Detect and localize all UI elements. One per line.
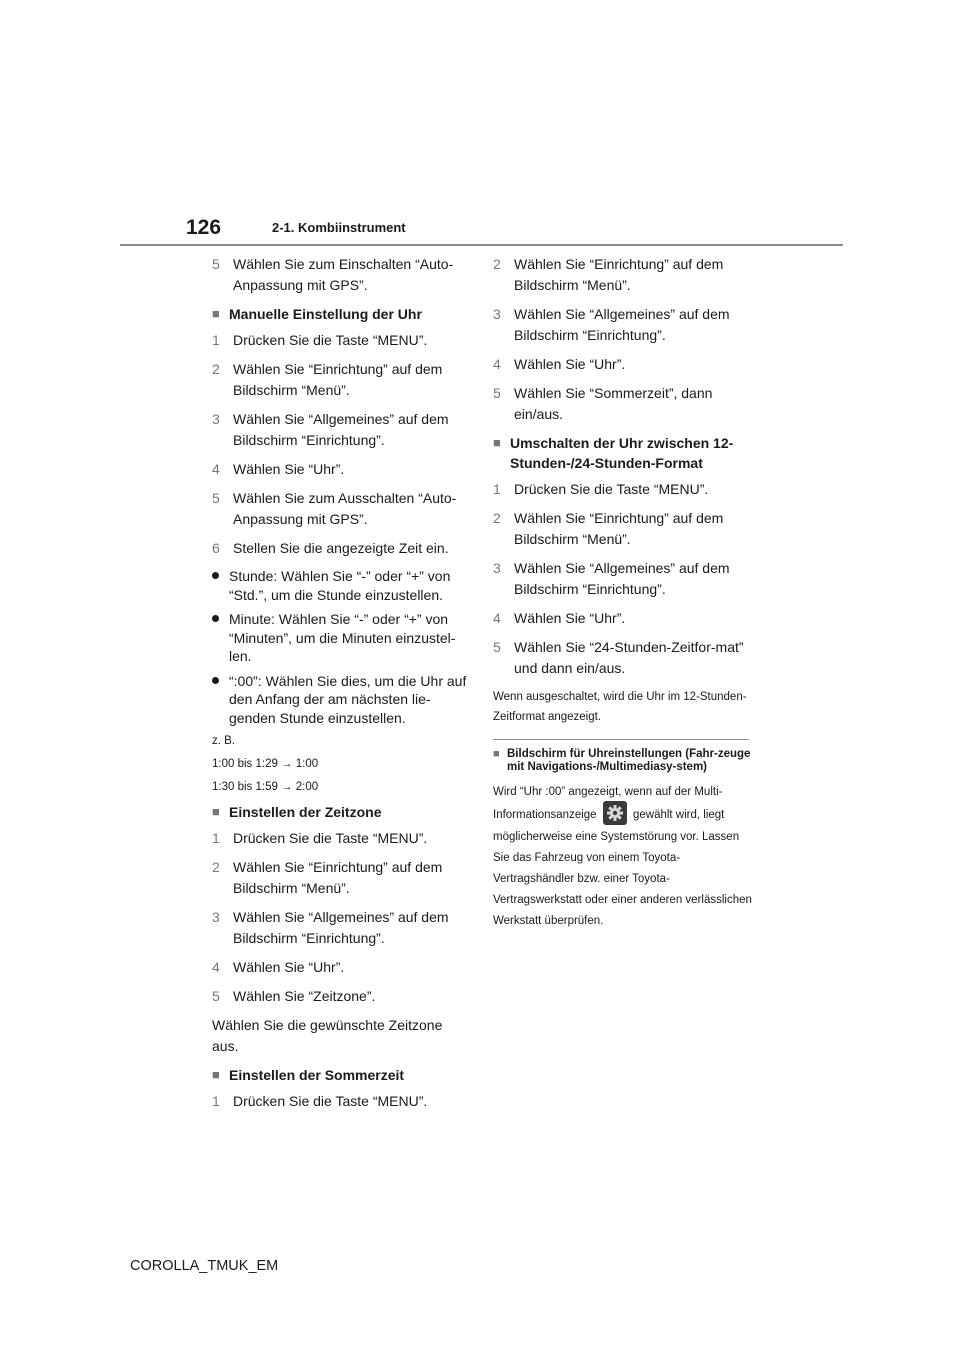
bullet-item: [212, 610, 468, 666]
bullet-dot-icon: [212, 672, 229, 728]
step: [212, 330, 468, 351]
heading-text: Umschalten der Uhr zwischen 12-Stunden-/24-Stunden-Format: [510, 435, 734, 471]
step: [212, 488, 468, 530]
step-number: 3: [493, 560, 501, 576]
step-text: Wählen Sie “Allgemeines” auf dem Bildschirm “Einrichtung”.: [514, 306, 730, 343]
footer-model-code: COROLLA_TMUK_EM: [130, 1258, 279, 1274]
section-heading-timezone: [212, 802, 468, 822]
timezone-note: Wählen Sie die gewünschte Zeitzone aus.: [212, 1017, 443, 1054]
step-number: 1: [212, 830, 220, 846]
step-number: 5: [493, 639, 501, 655]
step-number: 5: [212, 256, 220, 272]
gear-icon: [603, 801, 627, 825]
step-text: Wählen Sie “Uhr”.: [514, 356, 626, 372]
step-text: Wählen Sie “Allgemeines” auf dem Bildschirm “Einrichtung”.: [233, 909, 449, 946]
step-number: 2: [212, 859, 220, 875]
header-rule: [120, 244, 843, 246]
step-number: 3: [212, 909, 220, 925]
heading-text: Manuelle Einstellung der Uhr: [229, 306, 422, 322]
step-number: 3: [493, 306, 501, 322]
step: [212, 986, 468, 1007]
square-bullet-icon: ■: [212, 1067, 220, 1082]
bullet-text: Stunde: Wählen Sie “-” oder “+” von “Std.”, um die Stunde einzustellen.: [229, 568, 451, 603]
step-number: 1: [493, 481, 501, 497]
screen-note-after: gewählt wird, liegt möglicherweise eine Systemstörung vor. Lassen Sie das Fahrzeug von einem Toyota-Vertragshändler bzw. einer Toyota-Vertragswerkstatt oder einer anderen verlässlichen Werkstatt überprüfen.: [493, 809, 752, 927]
bullet-text: Minute: Wählen Sie “-” oder “+” von “Minuten”, um die Minuten einzustel-len.: [229, 611, 456, 664]
section-heading-format: [493, 433, 755, 473]
bullet-item: [212, 672, 468, 728]
step-number: 2: [493, 256, 501, 272]
heading-text: Einstellen der Zeitzone: [229, 804, 382, 820]
square-bullet-icon: ■: [212, 306, 220, 321]
section-divider: [493, 739, 749, 740]
step-number: 4: [493, 610, 501, 626]
step: [212, 1091, 468, 1112]
step-text: Wählen Sie “Einrichtung” auf dem Bildschirm “Menü”.: [233, 361, 443, 398]
step: [212, 857, 468, 899]
step-text: Wählen Sie “Einrichtung” auf dem Bildschirm “Menü”.: [233, 859, 443, 896]
example-line: 1:30 bis 1:59 → 2:00: [212, 781, 319, 793]
step-number: 2: [212, 361, 220, 377]
square-bullet-icon: ■: [493, 748, 500, 760]
screen-note-before: Wird “Uhr :00” angezeigt, wenn auf der Multi-Informationsanzeige: [493, 786, 723, 822]
step: [493, 383, 755, 425]
step-text: Drücken Sie die Taste “MENU”.: [233, 1093, 428, 1109]
step-text: Wählen Sie “Sommerzeit”, dann ein/aus.: [514, 385, 713, 422]
format-note: Wenn ausgeschaltet, wird die Uhr im 12-Stunden-Zeitformat angezeigt.: [493, 691, 747, 723]
step: [493, 304, 755, 346]
step: [212, 359, 468, 401]
bullet-text: “:00”: Wählen Sie dies, um die Uhr auf den Anfang der am nächsten lie-genden Stunde einzustellen.: [229, 672, 467, 726]
step-number: 5: [493, 385, 501, 401]
step-number: 1: [212, 1093, 220, 1109]
screen-note: [493, 782, 755, 932]
example-line: 1:00 bis 1:29 → 1:00: [212, 758, 319, 770]
step: [212, 538, 468, 559]
step: [212, 957, 468, 978]
section-heading-dst: [212, 1065, 468, 1085]
step-text: Wählen Sie “Einrichtung” auf dem Bildschirm “Menü”.: [514, 256, 724, 293]
square-bullet-icon: ■: [212, 804, 220, 819]
step-text: Drücken Sie die Taste “MENU”.: [514, 481, 709, 497]
step-text: Wählen Sie “Allgemeines” auf dem Bildschirm “Einrichtung”.: [233, 411, 449, 448]
section-heading-screen: [493, 748, 755, 774]
step-text: Wählen Sie “24-Stunden-Zeitfor-mat” und dann ein/aus.: [514, 639, 744, 676]
step-number: 6: [212, 540, 220, 556]
step: [493, 254, 755, 296]
heading-text: Bildschirm für Uhreinstellungen (Fahr-zeuge mit Navigations-/Multimediasy-stem): [507, 748, 751, 773]
bullet-item: [212, 567, 468, 604]
section-heading-manual: [212, 304, 468, 324]
heading-text: Einstellen der Sommerzeit: [229, 1067, 405, 1083]
page-number: 126: [186, 216, 222, 239]
step-text: Wählen Sie “Zeitzone”.: [233, 988, 376, 1004]
step-text: Stellen Sie die angezeigte Zeit ein.: [233, 540, 449, 556]
step-number: 4: [212, 461, 220, 477]
bullet-dot-icon: [212, 610, 229, 666]
step-text: Wählen Sie “Allgemeines” auf dem Bildschirm “Einrichtung”.: [514, 560, 730, 597]
left-column: [212, 254, 468, 1120]
example-label: z. B.: [212, 735, 236, 747]
step-number: 2: [493, 510, 501, 526]
step-number: 4: [212, 959, 220, 975]
step: [493, 354, 755, 375]
step: [212, 409, 468, 451]
square-bullet-icon: ■: [493, 435, 501, 450]
step-text: Wählen Sie “Einrichtung” auf dem Bildschirm “Menü”.: [514, 510, 724, 547]
step: [493, 558, 755, 600]
step: [212, 907, 468, 949]
bullet-dot-icon: [212, 567, 229, 604]
step-text: Wählen Sie zum Ausschalten “Auto-Anpassung mit GPS”.: [233, 490, 457, 527]
step: [212, 828, 468, 849]
step-number: 4: [493, 356, 501, 372]
step-text: Wählen Sie “Uhr”.: [233, 959, 345, 975]
step: [493, 637, 755, 679]
step: [212, 459, 468, 480]
step: [212, 254, 468, 296]
step-number: 5: [212, 490, 220, 506]
step: [493, 508, 755, 550]
step-text: Wählen Sie “Uhr”.: [233, 461, 345, 477]
step: [493, 479, 755, 500]
step-number: 1: [212, 332, 220, 348]
step-text: Drücken Sie die Taste “MENU”.: [233, 332, 428, 348]
step-text: Wählen Sie zum Einschalten “Auto-Anpassung mit GPS”.: [233, 256, 454, 293]
step-text: Drücken Sie die Taste “MENU”.: [233, 830, 428, 846]
section-title: 2-1. Kombiinstrument: [272, 220, 406, 235]
step-number: 5: [212, 988, 220, 1004]
step: [493, 608, 755, 629]
right-column: [493, 254, 755, 932]
step-number: 3: [212, 411, 220, 427]
step-text: Wählen Sie “Uhr”.: [514, 610, 626, 626]
